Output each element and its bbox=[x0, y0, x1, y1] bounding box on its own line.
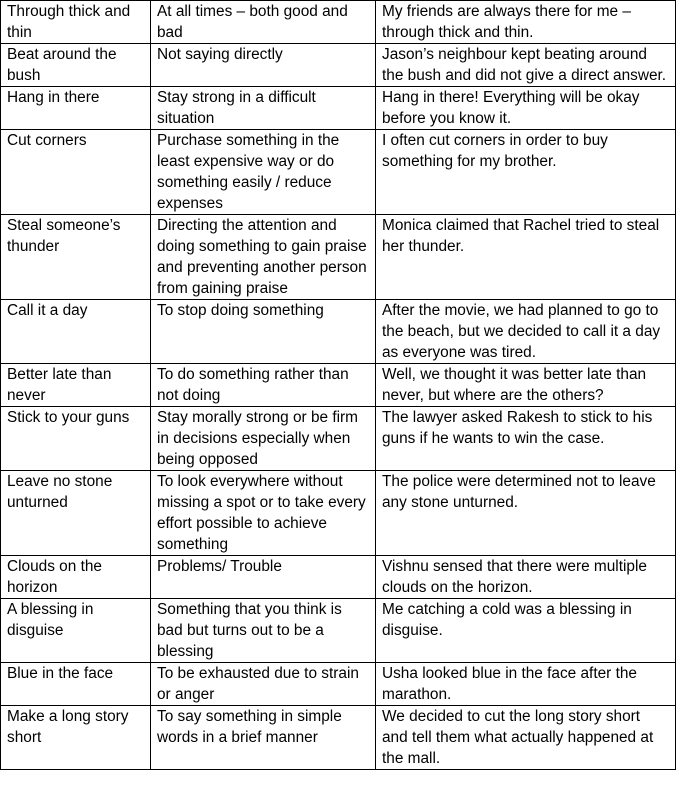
idiom-cell: Make a long story short bbox=[1, 706, 151, 770]
meaning-cell: To be exhausted due to strain or anger bbox=[151, 663, 376, 706]
example-cell: After the movie, we had planned to go to the beach, but we decided to call it a day as everyone was tired. bbox=[376, 300, 676, 364]
table-row bbox=[1, 1, 676, 44]
example-cell: Well, we thought it was better late than never, but where are the others? bbox=[376, 364, 676, 407]
table-row bbox=[1, 407, 676, 471]
table-row bbox=[1, 706, 676, 770]
table-row bbox=[1, 300, 676, 364]
meaning-cell: Purchase something in the least expensive way or do something easily / reduce expenses bbox=[151, 130, 376, 215]
example-cell: The police were determined not to leave any stone unturned. bbox=[376, 471, 676, 556]
meaning-cell: At all times – both good and bad bbox=[151, 1, 376, 44]
idiom-cell: Stick to your guns bbox=[1, 407, 151, 471]
example-cell: Hang in there! Everything will be okay before you know it. bbox=[376, 87, 676, 130]
meaning-cell: Directing the attention and doing something to gain praise and preventing another person from gaining praise bbox=[151, 215, 376, 300]
idiom-cell: Leave no stone unturned bbox=[1, 471, 151, 556]
table-row bbox=[1, 599, 676, 663]
meaning-cell: Stay strong in a difficult situation bbox=[151, 87, 376, 130]
meaning-cell: Not saying directly bbox=[151, 44, 376, 87]
meaning-cell: Stay morally strong or be firm in decisions especially when being opposed bbox=[151, 407, 376, 471]
example-cell: Me catching a cold was a blessing in disguise. bbox=[376, 599, 676, 663]
idiom-cell: A blessing in disguise bbox=[1, 599, 151, 663]
meaning-cell: To say something in simple words in a brief manner bbox=[151, 706, 376, 770]
example-cell: I often cut corners in order to buy something for my brother. bbox=[376, 130, 676, 215]
example-cell: Usha looked blue in the face after the marathon. bbox=[376, 663, 676, 706]
table-row bbox=[1, 215, 676, 300]
idiom-cell: Hang in there bbox=[1, 87, 151, 130]
table-row bbox=[1, 130, 676, 215]
idiom-cell: Cut corners bbox=[1, 130, 151, 215]
meaning-cell: Something that you think is bad but turns out to be a blessing bbox=[151, 599, 376, 663]
meaning-cell: To stop doing something bbox=[151, 300, 376, 364]
idiom-cell: Blue in the face bbox=[1, 663, 151, 706]
idiom-cell: Better late than never bbox=[1, 364, 151, 407]
example-cell: My friends are always there for me – through thick and thin. bbox=[376, 1, 676, 44]
idiom-cell: Beat around the bush bbox=[1, 44, 151, 87]
idiom-cell: Call it a day bbox=[1, 300, 151, 364]
example-cell: Vishnu sensed that there were multiple clouds on the horizon. bbox=[376, 556, 676, 599]
table-row bbox=[1, 556, 676, 599]
example-cell: The lawyer asked Rakesh to stick to his guns if he wants to win the case. bbox=[376, 407, 676, 471]
table-row bbox=[1, 364, 676, 407]
meaning-cell: To look everywhere without missing a spot or to take every effort possible to achieve something bbox=[151, 471, 376, 556]
idiom-cell: Steal someone’s thunder bbox=[1, 215, 151, 300]
example-cell: Jason’s neighbour kept beating around the bush and did not give a direct answer. bbox=[376, 44, 676, 87]
example-cell: Monica claimed that Rachel tried to steal her thunder. bbox=[376, 215, 676, 300]
table-row bbox=[1, 87, 676, 130]
meaning-cell: Problems/ Trouble bbox=[151, 556, 376, 599]
idiom-cell: Clouds on the horizon bbox=[1, 556, 151, 599]
example-cell: We decided to cut the long story short and tell them what actually happened at the mall. bbox=[376, 706, 676, 770]
idiom-cell: Through thick and thin bbox=[1, 1, 151, 44]
table-row bbox=[1, 663, 676, 706]
table-row bbox=[1, 471, 676, 556]
table-row bbox=[1, 44, 676, 87]
meaning-cell: To do something rather than not doing bbox=[151, 364, 376, 407]
